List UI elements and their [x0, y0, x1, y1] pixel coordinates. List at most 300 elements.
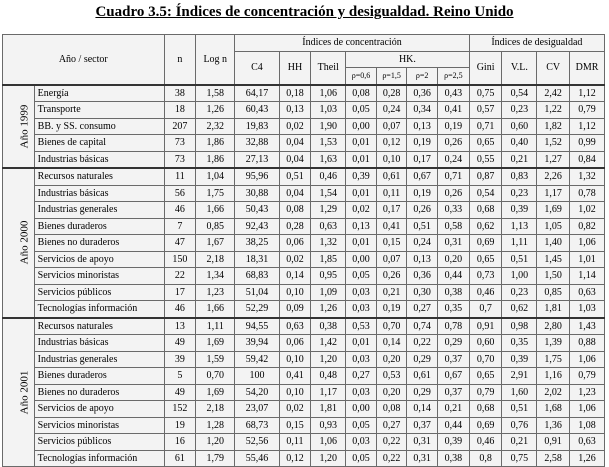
- cell-r15: 0,41: [376, 218, 407, 235]
- cell-dmr: 1,12: [570, 118, 605, 135]
- sector-cell: Bienes de capital: [34, 135, 164, 152]
- cell-dmr: 0,79: [570, 102, 605, 119]
- page-title: Cuadro 3.5: Índices de concentración y desigualdad. Reino Unido: [95, 4, 514, 20]
- cell-gini: 0,60: [469, 335, 502, 352]
- cell-r15: 0,08: [376, 401, 407, 418]
- header-gini: Gini: [469, 51, 502, 85]
- table-row: [3, 185, 605, 202]
- header-theil: Theil: [311, 51, 346, 85]
- cell-logn: 1,26: [196, 102, 235, 119]
- table-row: [3, 318, 605, 335]
- cell-hh: 0,10: [279, 351, 311, 368]
- cell-hh: 0,41: [279, 368, 311, 385]
- cell-vl: 0,51: [502, 251, 537, 268]
- cell-r06: 0,03: [346, 384, 377, 401]
- cell-n: 207: [164, 118, 196, 135]
- cell-n: 61: [164, 450, 196, 467]
- cell-n: 11: [164, 168, 196, 185]
- cell-gini: 0,65: [469, 135, 502, 152]
- cell-gini: 0,46: [469, 284, 502, 301]
- table-row: [3, 384, 605, 401]
- cell-vl: 0,62: [502, 301, 537, 318]
- sector-cell: Bienes no duraderos: [34, 235, 164, 252]
- cell-r2: 0,61: [407, 368, 438, 385]
- cell-vl: 0,39: [502, 351, 537, 368]
- sector-cell: Recursos naturales: [34, 318, 164, 335]
- cell-r2: 0,27: [407, 301, 438, 318]
- cell-r06: 0,39: [346, 168, 377, 185]
- cell-r06: 0,08: [346, 85, 377, 102]
- cell-dmr: 1,02: [570, 202, 605, 219]
- cell-r25: 0,39: [437, 434, 469, 451]
- cell-r2: 0,19: [407, 135, 438, 152]
- cell-c4: 64,17: [235, 85, 279, 102]
- cell-dmr: 1,14: [570, 268, 605, 285]
- cell-theil: 1,32: [311, 235, 346, 252]
- cell-n: 39: [164, 351, 196, 368]
- cell-cv: 1,52: [537, 135, 570, 152]
- cell-r15: 0,10: [376, 151, 407, 168]
- table-row: [3, 450, 605, 467]
- cell-cv: 1,40: [537, 235, 570, 252]
- cell-cv: 1,75: [537, 351, 570, 368]
- cell-r2: 0,24: [407, 235, 438, 252]
- cell-cv: 1,50: [537, 268, 570, 285]
- cell-r15: 0,20: [376, 384, 407, 401]
- cell-vl: 0,39: [502, 202, 537, 219]
- cell-r25: 0,38: [437, 450, 469, 467]
- cell-n: 73: [164, 151, 196, 168]
- cell-vl: 0,40: [502, 135, 537, 152]
- cell-hh: 0,04: [279, 135, 311, 152]
- cell-vl: 0,21: [502, 151, 537, 168]
- sector-cell: Servicios públicos: [34, 434, 164, 451]
- cell-dmr: 1,12: [570, 85, 605, 102]
- cell-hh: 0,06: [279, 235, 311, 252]
- cell-n: 19: [164, 417, 196, 434]
- cell-r2: 0,36: [407, 85, 438, 102]
- header-rho-1-5: ρ=1,5: [376, 68, 407, 85]
- cell-r25: 0,78: [437, 318, 469, 335]
- cell-r2: 0,29: [407, 351, 438, 368]
- table-row: [3, 85, 605, 102]
- cell-vl: 0,75: [502, 450, 537, 467]
- cell-dmr: 0,63: [570, 434, 605, 451]
- cell-r25: 0,71: [437, 168, 469, 185]
- cell-n: 17: [164, 284, 196, 301]
- year-label: [3, 85, 35, 169]
- table-row: [3, 202, 605, 219]
- cell-c4: 39,94: [235, 335, 279, 352]
- cell-r15: 0,14: [376, 335, 407, 352]
- header-hh: HH: [279, 51, 311, 85]
- cell-gini: 0,65: [469, 368, 502, 385]
- cell-gini: 0,68: [469, 202, 502, 219]
- cell-logn: 1,11: [196, 318, 235, 335]
- header-concentration-group: Índices de concentración: [235, 35, 469, 52]
- sector-cell: Bienes duraderos: [34, 368, 164, 385]
- cell-cv: 1,45: [537, 251, 570, 268]
- cell-cv: 0,91: [537, 434, 570, 451]
- cell-gini: 0,71: [469, 118, 502, 135]
- table-row: [3, 368, 605, 385]
- cell-theil: 1,90: [311, 118, 346, 135]
- table-row: [3, 284, 605, 301]
- cell-dmr: 0,99: [570, 135, 605, 152]
- cell-logn: 1,20: [196, 434, 235, 451]
- cell-vl: 1,00: [502, 268, 537, 285]
- cell-n: 150: [164, 251, 196, 268]
- sector-cell: Industrias básicas: [34, 151, 164, 168]
- cell-cv: 1,27: [537, 151, 570, 168]
- cell-gini: 0,8: [469, 450, 502, 467]
- cell-hh: 0,06: [279, 335, 311, 352]
- cell-r06: 0,03: [346, 351, 377, 368]
- cell-vl: 0,21: [502, 434, 537, 451]
- cell-hh: 0,51: [279, 168, 311, 185]
- cell-cv: 1,36: [537, 417, 570, 434]
- cell-r15: 0,26: [376, 268, 407, 285]
- cell-r15: 0,70: [376, 318, 407, 335]
- sector-cell: Industrias generales: [34, 202, 164, 219]
- cell-logn: 1,69: [196, 335, 235, 352]
- cell-cv: 1,05: [537, 218, 570, 235]
- cell-hh: 0,04: [279, 185, 311, 202]
- cell-logn: 1,28: [196, 417, 235, 434]
- cell-dmr: 1,26: [570, 450, 605, 467]
- cell-dmr: 0,63: [570, 284, 605, 301]
- cell-cv: 2,58: [537, 450, 570, 467]
- cell-dmr: 1,06: [570, 235, 605, 252]
- table-row: [3, 118, 605, 135]
- cell-dmr: 0,79: [570, 368, 605, 385]
- cell-vl: 0,83: [502, 168, 537, 185]
- sector-cell: Energía: [34, 85, 164, 102]
- cell-logn: 2,18: [196, 251, 235, 268]
- cell-r25: 0,35: [437, 301, 469, 318]
- cell-logn: 2,32: [196, 118, 235, 135]
- cell-gini: 0,65: [469, 251, 502, 268]
- cell-logn: 1,04: [196, 168, 235, 185]
- header-sector: Año / sector: [3, 35, 165, 85]
- cell-hh: 0,10: [279, 384, 311, 401]
- cell-cv: 2,80: [537, 318, 570, 335]
- cell-r2: 0,31: [407, 450, 438, 467]
- cell-theil: 0,63: [311, 218, 346, 235]
- cell-r2: 0,13: [407, 118, 438, 135]
- cell-r06: 0,01: [346, 335, 377, 352]
- cell-r06: 0,05: [346, 450, 377, 467]
- cell-r06: 0,00: [346, 251, 377, 268]
- header-logn: Log n: [196, 35, 235, 85]
- sector-cell: Servicios de apoyo: [34, 401, 164, 418]
- cell-r15: 0,15: [376, 235, 407, 252]
- year-label-text: Año 2001: [18, 370, 31, 415]
- cell-n: 22: [164, 268, 196, 285]
- cell-c4: 19,83: [235, 118, 279, 135]
- cell-logn: 2,18: [196, 401, 235, 418]
- cell-vl: 0,76: [502, 417, 537, 434]
- cell-hh: 0,28: [279, 218, 311, 235]
- cell-cv: 1,17: [537, 185, 570, 202]
- cell-n: 46: [164, 301, 196, 318]
- cell-gini: 0,55: [469, 151, 502, 168]
- cell-c4: 94,55: [235, 318, 279, 335]
- sector-cell: Industrias básicas: [34, 185, 164, 202]
- cell-r15: 0,53: [376, 368, 407, 385]
- cell-dmr: 0,84: [570, 151, 605, 168]
- cell-r2: 0,31: [407, 434, 438, 451]
- table-row: [3, 102, 605, 119]
- cell-r25: 0,21: [437, 401, 469, 418]
- cell-r06: 0,27: [346, 368, 377, 385]
- cell-hh: 0,02: [279, 251, 311, 268]
- cell-r15: 0,22: [376, 434, 407, 451]
- cell-logn: 0,70: [196, 368, 235, 385]
- cell-r15: 0,22: [376, 450, 407, 467]
- cell-r25: 0,38: [437, 284, 469, 301]
- cell-cv: 1,81: [537, 301, 570, 318]
- cell-hh: 0,15: [279, 417, 311, 434]
- cell-c4: 92,43: [235, 218, 279, 235]
- cell-hh: 0,13: [279, 102, 311, 119]
- cell-gini: 0,69: [469, 417, 502, 434]
- cell-theil: 1,29: [311, 202, 346, 219]
- cell-theil: 1,54: [311, 185, 346, 202]
- cell-vl: 0,98: [502, 318, 537, 335]
- cell-cv: 1,68: [537, 401, 570, 418]
- year-label: [3, 318, 35, 467]
- cell-r25: 0,37: [437, 384, 469, 401]
- cell-logn: 1,58: [196, 85, 235, 102]
- cell-r25: 0,29: [437, 335, 469, 352]
- cell-hh: 0,10: [279, 284, 311, 301]
- cell-hh: 0,09: [279, 301, 311, 318]
- cell-n: 13: [164, 318, 196, 335]
- cell-c4: 23,07: [235, 401, 279, 418]
- cell-vl: 0,51: [502, 401, 537, 418]
- table-header: [3, 35, 605, 85]
- cell-r25: 0,67: [437, 368, 469, 385]
- cell-r06: 0,13: [346, 218, 377, 235]
- cell-dmr: 1,08: [570, 417, 605, 434]
- cell-hh: 0,11: [279, 434, 311, 451]
- cell-r25: 0,41: [437, 102, 469, 119]
- cell-cv: 2,42: [537, 85, 570, 102]
- cell-r2: 0,67: [407, 168, 438, 185]
- sector-cell: Transporte: [34, 102, 164, 119]
- cell-r2: 0,74: [407, 318, 438, 335]
- cell-c4: 95,96: [235, 168, 279, 185]
- cell-r25: 0,26: [437, 135, 469, 152]
- cell-r2: 0,51: [407, 218, 438, 235]
- table-row: [3, 401, 605, 418]
- cell-n: 49: [164, 384, 196, 401]
- cell-logn: 1,66: [196, 301, 235, 318]
- cell-c4: 55,46: [235, 450, 279, 467]
- table-row: [3, 135, 605, 152]
- cell-vl: 0,23: [502, 284, 537, 301]
- cell-r25: 0,26: [437, 185, 469, 202]
- cell-c4: 50,43: [235, 202, 279, 219]
- sector-cell: Tecnologías información: [34, 301, 164, 318]
- cell-vl: 0,60: [502, 118, 537, 135]
- cell-r2: 0,19: [407, 185, 438, 202]
- cell-r2: 0,30: [407, 284, 438, 301]
- cell-r06: 0,53: [346, 318, 377, 335]
- table-row: [3, 151, 605, 168]
- cell-r2: 0,14: [407, 401, 438, 418]
- cell-theil: 1,06: [311, 85, 346, 102]
- cell-r25: 0,19: [437, 118, 469, 135]
- cell-n: 56: [164, 185, 196, 202]
- cell-r06: 0,01: [346, 135, 377, 152]
- cell-hh: 0,08: [279, 202, 311, 219]
- cell-theil: 0,38: [311, 318, 346, 335]
- sector-cell: Tecnologías información: [34, 450, 164, 467]
- cell-vl: 0,23: [502, 185, 537, 202]
- cell-logn: 1,75: [196, 185, 235, 202]
- cell-hh: 0,04: [279, 151, 311, 168]
- year-label-text: Año 2000: [18, 220, 31, 265]
- table-row: [3, 434, 605, 451]
- header-vl: V.L.: [502, 51, 537, 85]
- cell-gini: 0,54: [469, 185, 502, 202]
- cell-theil: 1,03: [311, 102, 346, 119]
- cell-vl: 0,23: [502, 102, 537, 119]
- cell-logn: 0,85: [196, 218, 235, 235]
- cell-r2: 0,13: [407, 251, 438, 268]
- cell-vl: 0,35: [502, 335, 537, 352]
- cell-gini: 0,68: [469, 401, 502, 418]
- cell-r25: 0,24: [437, 151, 469, 168]
- header-rho-2: ρ=2: [407, 68, 438, 85]
- cell-cv: 1,69: [537, 202, 570, 219]
- cell-c4: 18,31: [235, 251, 279, 268]
- cell-cv: 1,39: [537, 335, 570, 352]
- year-label-text: Año 1999: [18, 104, 31, 149]
- cell-logn: 1,79: [196, 450, 235, 467]
- cell-gini: 0,57: [469, 102, 502, 119]
- indices-table: [2, 34, 605, 467]
- cell-r25: 0,44: [437, 417, 469, 434]
- sector-cell: Recursos naturales: [34, 168, 164, 185]
- cell-r15: 0,17: [376, 202, 407, 219]
- cell-r2: 0,22: [407, 335, 438, 352]
- cell-theil: 1,20: [311, 351, 346, 368]
- cell-r2: 0,36: [407, 268, 438, 285]
- cell-r2: 0,29: [407, 384, 438, 401]
- cell-r2: 0,17: [407, 151, 438, 168]
- cell-r06: 0,03: [346, 434, 377, 451]
- table-row: [3, 251, 605, 268]
- table-row: [3, 218, 605, 235]
- cell-vl: 1,13: [502, 218, 537, 235]
- header-rho-2-5: ρ=2,5: [437, 68, 469, 85]
- cell-hh: 0,18: [279, 85, 311, 102]
- cell-logn: 1,69: [196, 384, 235, 401]
- cell-c4: 60,43: [235, 102, 279, 119]
- table-row: [3, 351, 605, 368]
- cell-logn: 1,67: [196, 235, 235, 252]
- cell-theil: 1,85: [311, 251, 346, 268]
- cell-gini: 0,69: [469, 235, 502, 252]
- cell-theil: 1,42: [311, 335, 346, 352]
- cell-theil: 1,81: [311, 401, 346, 418]
- cell-theil: 0,95: [311, 268, 346, 285]
- cell-c4: 68,83: [235, 268, 279, 285]
- sector-cell: BB. y SS. consumo: [34, 118, 164, 135]
- cell-r06: 0,03: [346, 301, 377, 318]
- cell-r15: 0,27: [376, 417, 407, 434]
- cell-hh: 0,02: [279, 118, 311, 135]
- cell-cv: 1,82: [537, 118, 570, 135]
- cell-c4: 32,88: [235, 135, 279, 152]
- cell-c4: 52,29: [235, 301, 279, 318]
- cell-theil: 1,17: [311, 384, 346, 401]
- cell-gini: 0,75: [469, 85, 502, 102]
- sector-cell: Servicios de apoyo: [34, 251, 164, 268]
- cell-hh: 0,63: [279, 318, 311, 335]
- cell-dmr: 1,32: [570, 168, 605, 185]
- cell-dmr: 1,23: [570, 384, 605, 401]
- cell-c4: 38,25: [235, 235, 279, 252]
- sector-cell: Industrias generales: [34, 351, 164, 368]
- cell-r06: 0,00: [346, 401, 377, 418]
- cell-dmr: 1,03: [570, 301, 605, 318]
- cell-r06: 0,01: [346, 235, 377, 252]
- cell-c4: 27,13: [235, 151, 279, 168]
- cell-r06: 0,01: [346, 185, 377, 202]
- cell-r25: 0,43: [437, 85, 469, 102]
- cell-r25: 0,37: [437, 351, 469, 368]
- cell-r06: 0,05: [346, 268, 377, 285]
- cell-c4: 54,20: [235, 384, 279, 401]
- sector-cell: Servicios minoristas: [34, 268, 164, 285]
- cell-r15: 0,19: [376, 301, 407, 318]
- cell-vl: 1,60: [502, 384, 537, 401]
- cell-r15: 0,20: [376, 351, 407, 368]
- cell-theil: 0,93: [311, 417, 346, 434]
- header-c4: C4: [235, 51, 279, 85]
- cell-r06: 0,05: [346, 102, 377, 119]
- cell-r15: 0,07: [376, 251, 407, 268]
- table-body: [3, 85, 605, 467]
- cell-gini: 0,79: [469, 384, 502, 401]
- cell-r25: 0,33: [437, 202, 469, 219]
- table-row: [3, 235, 605, 252]
- cell-n: 38: [164, 85, 196, 102]
- cell-r2: 0,34: [407, 102, 438, 119]
- cell-hh: 0,12: [279, 450, 311, 467]
- cell-r15: 0,11: [376, 185, 407, 202]
- cell-r25: 0,58: [437, 218, 469, 235]
- cell-cv: 0,85: [537, 284, 570, 301]
- cell-r25: 0,31: [437, 235, 469, 252]
- cell-theil: 1,06: [311, 434, 346, 451]
- sector-cell: Bienes no duraderos: [34, 384, 164, 401]
- year-label: [3, 168, 35, 318]
- cell-theil: 1,20: [311, 450, 346, 467]
- cell-r06: 0,01: [346, 151, 377, 168]
- cell-theil: 0,46: [311, 168, 346, 185]
- cell-c4: 68,73: [235, 417, 279, 434]
- cell-n: 5: [164, 368, 196, 385]
- cell-theil: 1,09: [311, 284, 346, 301]
- cell-dmr: 0,82: [570, 218, 605, 235]
- cell-logn: 1,23: [196, 284, 235, 301]
- cell-r25: 0,44: [437, 268, 469, 285]
